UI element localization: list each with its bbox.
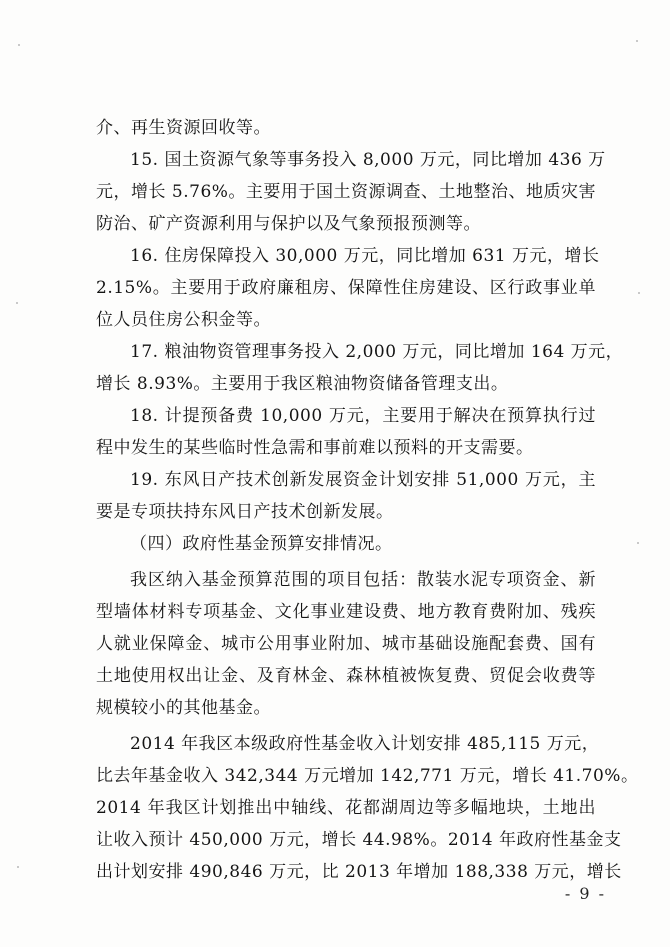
scan-speck-4 (636, 40, 638, 42)
text-line-15: 我区纳入基金预算范围的项目包括：散装水泥专项资金、新 (130, 570, 596, 590)
text-line-11: 程中发生的某些临时性急需和事前难以预料的开支需要。 (96, 438, 534, 458)
text-line-17: 人就业保障金、城市公用事业附加、城市基础设施配套费、国有 (96, 634, 596, 654)
scan-speck-1 (18, 44, 20, 46)
text-line-16: 型墙体材料专项基金、文化事业建设费、地方教育费附加、残疾 (96, 602, 596, 622)
scan-speck-5 (638, 292, 640, 294)
text-line-21: 比去年基金收入 342,344 万元增加 142,771 万元，增长 41.70%。 (96, 766, 639, 786)
text-line-9: 增长 8.93%。主要用于我区粮油物资储备管理支出。 (96, 374, 509, 394)
text-line-4: 防治、矿产资源利用与保护以及气象预报预测等。 (96, 214, 481, 234)
text-line-7: 位人员住房公积金等。 (96, 310, 271, 330)
document-body (96, 112, 639, 888)
text-line-1: 介、再生资源回收等。 (96, 118, 271, 138)
scan-speck-2 (16, 302, 18, 304)
text-line-23: 让收入预计 450,000 万元，增长 44.98%。2014 年政府性基金支 (96, 830, 622, 850)
text-line-18: 土地使用权出让金、及育林金、森林植被恢复费、贸促会收费等 (96, 666, 596, 686)
text-line-10: 18. 计提预备费 10,000 万元，主要用于解决在预算执行过 (130, 406, 596, 426)
scan-speck-6 (637, 542, 639, 544)
text-line-2: 15. 国土资源气象等事务投入 8,000 万元，同比增加 436 万 (130, 150, 606, 170)
text-line-12: 19. 东风日产技术创新发展资金计划安排 51,000 万元，主 (130, 470, 596, 490)
scan-speck-3 (17, 866, 19, 868)
text-line-5: 16. 住房保障投入 30,000 万元，同比增加 631 万元，增长 (130, 246, 600, 266)
text-line-24: 出计划安排 490,846 万元，比 2013 年增加 188,338 万元，增长 (96, 862, 622, 882)
section-heading: （四）政府性基金预算安排情况。 (130, 534, 393, 554)
text-line-13: 要是专项扶持东风日产技术创新发展。 (96, 502, 394, 522)
text-line-22: 2014 年我区计划推出中轴线、花都湖周边等多幅地块，土地出 (96, 798, 596, 818)
page-number: - 9 - (564, 884, 606, 903)
text-line-3: 元，增长 5.76%。主要用于国土资源调查、土地整治、地质灾害 (96, 182, 596, 202)
text-line-8: 17. 粮油物资管理事务投入 2,000 万元，同比增加 164 万元， (130, 342, 624, 362)
text-line-6: 2.15%。主要用于政府廉租房、保障性住房建设、区行政事业单 (96, 278, 596, 298)
text-line-19: 规模较小的其他基金。 (96, 698, 271, 718)
text-line-20: 2014 年我区本级政府性基金收入计划安排 485,115 万元， (130, 734, 600, 754)
